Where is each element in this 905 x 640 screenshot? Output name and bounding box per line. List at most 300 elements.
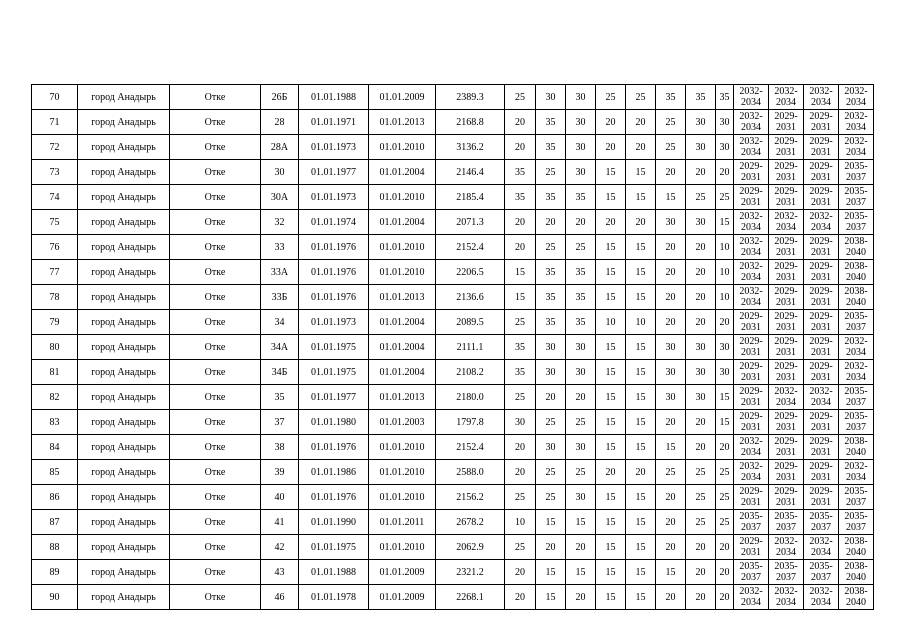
table-cell: 15 bbox=[596, 410, 626, 435]
table-cell: 30 bbox=[716, 335, 734, 360]
table-cell: 20 bbox=[626, 135, 656, 160]
table-cell: город Анадырь bbox=[78, 310, 170, 335]
table-cell: 2032- 2034 bbox=[769, 85, 804, 110]
table-cell: 2029- 2031 bbox=[804, 410, 839, 435]
table-cell: 2032- 2034 bbox=[734, 135, 769, 160]
table-cell: 2089.5 bbox=[436, 310, 505, 335]
table-cell: 2389.3 bbox=[436, 85, 505, 110]
table-cell: 2029- 2031 bbox=[769, 260, 804, 285]
table-cell: 2029- 2031 bbox=[769, 360, 804, 385]
table-cell: 15 bbox=[656, 185, 686, 210]
table-cell: 20 bbox=[626, 460, 656, 485]
table-cell: 15 bbox=[626, 560, 656, 585]
table-cell: 15 bbox=[716, 410, 734, 435]
table-cell: 01.01.1973 bbox=[299, 310, 369, 335]
table-cell: 15 bbox=[596, 285, 626, 310]
table-cell: 2032- 2034 bbox=[804, 585, 839, 610]
table-cell: 35 bbox=[505, 335, 536, 360]
table-cell: Отке bbox=[170, 110, 261, 135]
table-row bbox=[32, 285, 874, 310]
table-cell: город Анадырь bbox=[78, 160, 170, 185]
table-cell: 2032- 2034 bbox=[804, 535, 839, 560]
table-cell: 2029- 2031 bbox=[804, 485, 839, 510]
table-cell: Отке bbox=[170, 260, 261, 285]
table-cell: 30 bbox=[686, 360, 716, 385]
table-cell: 30 bbox=[261, 160, 299, 185]
table-cell: 15 bbox=[596, 335, 626, 360]
table-row bbox=[32, 110, 874, 135]
table-cell: 25 bbox=[505, 485, 536, 510]
table-body bbox=[32, 85, 874, 610]
table-cell: 30 bbox=[656, 385, 686, 410]
table-cell: Отке bbox=[170, 185, 261, 210]
table-cell: 33Б bbox=[261, 285, 299, 310]
table-cell: 2032- 2034 bbox=[839, 110, 874, 135]
table-cell: 01.01.1976 bbox=[299, 485, 369, 510]
table-cell: Отке bbox=[170, 385, 261, 410]
table-cell: 2029- 2031 bbox=[804, 460, 839, 485]
table-cell: 20 bbox=[566, 210, 596, 235]
table-cell: 84 bbox=[32, 435, 78, 460]
table-cell: 2029- 2031 bbox=[734, 485, 769, 510]
table-cell: 20 bbox=[686, 535, 716, 560]
table-cell: 33А bbox=[261, 260, 299, 285]
table-row bbox=[32, 160, 874, 185]
table-cell: 20 bbox=[716, 585, 734, 610]
table-cell: 20 bbox=[596, 210, 626, 235]
table-cell: 20 bbox=[686, 410, 716, 435]
table-cell: 01.01.1976 bbox=[299, 260, 369, 285]
table-row bbox=[32, 585, 874, 610]
table-cell: город Анадырь bbox=[78, 135, 170, 160]
table-cell: 25 bbox=[566, 235, 596, 260]
table-cell: 2029- 2031 bbox=[734, 185, 769, 210]
table-cell: 2029- 2031 bbox=[804, 135, 839, 160]
table-cell: 34Б bbox=[261, 360, 299, 385]
table-cell: 15 bbox=[626, 285, 656, 310]
table-cell: Отке bbox=[170, 135, 261, 160]
table-cell: 30 bbox=[566, 360, 596, 385]
table-cell: 01.01.1975 bbox=[299, 335, 369, 360]
table-cell: 25 bbox=[716, 460, 734, 485]
table-cell: 20 bbox=[716, 560, 734, 585]
table-cell: Отке bbox=[170, 160, 261, 185]
table-cell: 20 bbox=[716, 535, 734, 560]
table-cell: город Анадырь bbox=[78, 285, 170, 310]
table-cell: 2180.0 bbox=[436, 385, 505, 410]
table-cell: город Анадырь bbox=[78, 560, 170, 585]
table-cell: 15 bbox=[656, 435, 686, 460]
table-cell: 2156.2 bbox=[436, 485, 505, 510]
table-cell: 35 bbox=[536, 185, 566, 210]
table-cell: 82 bbox=[32, 385, 78, 410]
table-cell: 90 bbox=[32, 585, 78, 610]
table-cell: 78 bbox=[32, 285, 78, 310]
table-cell: 2032- 2034 bbox=[839, 335, 874, 360]
table-cell: 1797.8 bbox=[436, 410, 505, 435]
table-cell: 30 bbox=[536, 85, 566, 110]
table-cell: 30 bbox=[566, 435, 596, 460]
table-cell: 01.01.1973 bbox=[299, 135, 369, 160]
table-cell: 2152.4 bbox=[436, 435, 505, 460]
table-cell: 30 bbox=[536, 335, 566, 360]
table-cell: 25 bbox=[686, 485, 716, 510]
table-cell: 2029- 2031 bbox=[769, 435, 804, 460]
table-cell: 2029- 2031 bbox=[734, 335, 769, 360]
table-cell: 30 bbox=[536, 435, 566, 460]
table-cell: 01.01.1990 bbox=[299, 510, 369, 535]
table-cell: Отке bbox=[170, 210, 261, 235]
table-cell: 25 bbox=[626, 85, 656, 110]
table-cell: 01.01.2004 bbox=[369, 210, 436, 235]
table-cell: 2206.5 bbox=[436, 260, 505, 285]
table-cell: Отке bbox=[170, 410, 261, 435]
table-cell: 15 bbox=[716, 385, 734, 410]
table-cell: 20 bbox=[505, 210, 536, 235]
table-cell: 85 bbox=[32, 460, 78, 485]
table-cell: 2062.9 bbox=[436, 535, 505, 560]
table-cell: 2032- 2034 bbox=[804, 210, 839, 235]
table-cell: 30 bbox=[716, 135, 734, 160]
table-cell: 25 bbox=[656, 110, 686, 135]
table-cell: 15 bbox=[626, 435, 656, 460]
table-cell: 2032- 2034 bbox=[804, 385, 839, 410]
table-cell: 2035- 2037 bbox=[839, 385, 874, 410]
table-cell: 30 bbox=[686, 210, 716, 235]
table-row bbox=[32, 210, 874, 235]
table-cell: 25 bbox=[536, 460, 566, 485]
table-cell: Отке bbox=[170, 335, 261, 360]
table-cell: 2168.8 bbox=[436, 110, 505, 135]
table-cell: 01.01.1975 bbox=[299, 535, 369, 560]
table-cell: 2029- 2031 bbox=[769, 460, 804, 485]
table-cell: 01.01.1976 bbox=[299, 435, 369, 460]
table-cell: 35 bbox=[716, 85, 734, 110]
table-cell: Отке bbox=[170, 510, 261, 535]
table-cell: 15 bbox=[536, 510, 566, 535]
table-cell: 01.01.2004 bbox=[369, 360, 436, 385]
table-cell: 2029- 2031 bbox=[769, 285, 804, 310]
table-cell: 01.01.2010 bbox=[369, 460, 436, 485]
table-cell: 2035- 2037 bbox=[839, 160, 874, 185]
table-cell: 2032- 2034 bbox=[804, 85, 839, 110]
table-cell: 15 bbox=[596, 160, 626, 185]
table-cell: 01.01.2010 bbox=[369, 235, 436, 260]
table-cell: Отке bbox=[170, 310, 261, 335]
table-cell: 35 bbox=[536, 135, 566, 160]
table-cell: 10 bbox=[505, 510, 536, 535]
table-cell: 2588.0 bbox=[436, 460, 505, 485]
table-cell: 10 bbox=[716, 235, 734, 260]
table-cell: 20 bbox=[656, 510, 686, 535]
table-cell: 2038- 2040 bbox=[839, 535, 874, 560]
table-cell: 88 bbox=[32, 535, 78, 560]
table-cell: 2035- 2037 bbox=[769, 560, 804, 585]
table-cell: 15 bbox=[536, 585, 566, 610]
table-cell: 01.01.1986 bbox=[299, 460, 369, 485]
table-cell: 15 bbox=[626, 160, 656, 185]
table-cell: 01.01.2010 bbox=[369, 485, 436, 510]
table-cell: 25 bbox=[656, 135, 686, 160]
table-cell: 20 bbox=[656, 410, 686, 435]
table-cell: 01.01.1974 bbox=[299, 210, 369, 235]
table-cell: 41 bbox=[261, 510, 299, 535]
table-cell: 2029- 2031 bbox=[804, 285, 839, 310]
table-cell: 2035- 2037 bbox=[839, 410, 874, 435]
table-cell: 42 bbox=[261, 535, 299, 560]
table-cell: 25 bbox=[536, 160, 566, 185]
table-cell: 40 bbox=[261, 485, 299, 510]
table-cell: 2032- 2034 bbox=[839, 85, 874, 110]
table-cell: 72 bbox=[32, 135, 78, 160]
table-cell: 15 bbox=[505, 260, 536, 285]
table-cell: 01.01.2013 bbox=[369, 110, 436, 135]
table-cell: 35 bbox=[505, 360, 536, 385]
table-cell: 15 bbox=[626, 360, 656, 385]
table-cell: 2185.4 bbox=[436, 185, 505, 210]
table-cell: 2029- 2031 bbox=[734, 385, 769, 410]
table-cell: 37 bbox=[261, 410, 299, 435]
table-cell: 2035- 2037 bbox=[804, 510, 839, 535]
table-cell: 15 bbox=[626, 260, 656, 285]
table-cell: 39 bbox=[261, 460, 299, 485]
table-cell: 20 bbox=[656, 285, 686, 310]
table-cell: 01.01.2010 bbox=[369, 135, 436, 160]
table-row bbox=[32, 260, 874, 285]
table-cell: город Анадырь bbox=[78, 360, 170, 385]
table-cell: 20 bbox=[716, 435, 734, 460]
table-cell: 15 bbox=[596, 535, 626, 560]
table-cell: Отке bbox=[170, 585, 261, 610]
table-cell: 20 bbox=[596, 110, 626, 135]
table-row bbox=[32, 435, 874, 460]
table-cell: 20 bbox=[686, 260, 716, 285]
table-cell: 2029- 2031 bbox=[769, 160, 804, 185]
table-cell: 30 bbox=[566, 85, 596, 110]
table-row bbox=[32, 185, 874, 210]
table-cell: 2038- 2040 bbox=[839, 285, 874, 310]
table-cell: 20 bbox=[656, 260, 686, 285]
table-cell: 30 bbox=[686, 335, 716, 360]
table-cell: 15 bbox=[566, 560, 596, 585]
table-cell: 20 bbox=[626, 110, 656, 135]
table-cell: город Анадырь bbox=[78, 185, 170, 210]
table-cell: 25 bbox=[716, 510, 734, 535]
table-cell: 2029- 2031 bbox=[769, 410, 804, 435]
table-cell: 01.01.1977 bbox=[299, 160, 369, 185]
table-cell: 20 bbox=[505, 235, 536, 260]
table-cell: 83 bbox=[32, 410, 78, 435]
table-cell: 2035- 2037 bbox=[804, 560, 839, 585]
table-cell: 15 bbox=[626, 385, 656, 410]
table-cell: 20 bbox=[505, 435, 536, 460]
table-cell: 15 bbox=[626, 235, 656, 260]
table-cell: 01.01.2011 bbox=[369, 510, 436, 535]
table-cell: 10 bbox=[716, 285, 734, 310]
table-cell: 20 bbox=[686, 560, 716, 585]
table-cell: 2035- 2037 bbox=[839, 510, 874, 535]
table-cell: Отке bbox=[170, 85, 261, 110]
table-cell: 35 bbox=[566, 185, 596, 210]
table-cell: 2678.2 bbox=[436, 510, 505, 535]
table-cell: 86 bbox=[32, 485, 78, 510]
table-row bbox=[32, 560, 874, 585]
table-cell: 15 bbox=[536, 560, 566, 585]
table-row bbox=[32, 460, 874, 485]
table-cell: 15 bbox=[716, 210, 734, 235]
table-cell: 35 bbox=[505, 160, 536, 185]
table-cell: 2038- 2040 bbox=[839, 435, 874, 460]
table-cell: 2029- 2031 bbox=[734, 410, 769, 435]
table-cell: 25 bbox=[716, 185, 734, 210]
table-cell: 20 bbox=[505, 135, 536, 160]
table-cell: 30 bbox=[656, 360, 686, 385]
table-cell: 2032- 2034 bbox=[769, 585, 804, 610]
table-cell: 25 bbox=[566, 410, 596, 435]
table-cell: Отке bbox=[170, 535, 261, 560]
table-cell: 20 bbox=[686, 585, 716, 610]
table-cell: 2032- 2034 bbox=[769, 210, 804, 235]
table-cell: 43 bbox=[261, 560, 299, 585]
table-cell: город Анадырь bbox=[78, 485, 170, 510]
table-cell: 35 bbox=[536, 110, 566, 135]
table-cell: 25 bbox=[505, 535, 536, 560]
table-cell: 25 bbox=[536, 410, 566, 435]
table-cell: 01.01.2009 bbox=[369, 560, 436, 585]
table-cell: 2032- 2034 bbox=[734, 235, 769, 260]
table-cell: 01.01.2010 bbox=[369, 260, 436, 285]
table-cell: 01.01.2010 bbox=[369, 435, 436, 460]
table-cell: 35 bbox=[536, 260, 566, 285]
table-cell: 15 bbox=[566, 510, 596, 535]
table-row bbox=[32, 510, 874, 535]
table-cell: город Анадырь bbox=[78, 410, 170, 435]
table-cell: 71 bbox=[32, 110, 78, 135]
table-cell: 20 bbox=[716, 310, 734, 335]
table-cell: 15 bbox=[626, 485, 656, 510]
table-cell: 2029- 2031 bbox=[769, 485, 804, 510]
table-cell: 30 bbox=[716, 360, 734, 385]
table-row bbox=[32, 235, 874, 260]
table-cell: 20 bbox=[505, 460, 536, 485]
table-cell: 2321.2 bbox=[436, 560, 505, 585]
table-cell: 35 bbox=[536, 310, 566, 335]
table-cell: 2035- 2037 bbox=[769, 510, 804, 535]
table-cell: 2152.4 bbox=[436, 235, 505, 260]
table-cell: 2029- 2031 bbox=[734, 160, 769, 185]
table-cell: 30 bbox=[566, 160, 596, 185]
table-cell: 2029- 2031 bbox=[804, 260, 839, 285]
table-cell: 26Б bbox=[261, 85, 299, 110]
table-cell: 20 bbox=[536, 535, 566, 560]
table-cell: 01.01.2009 bbox=[369, 585, 436, 610]
table-cell: 25 bbox=[686, 460, 716, 485]
table-cell: 20 bbox=[716, 160, 734, 185]
table-row bbox=[32, 385, 874, 410]
table-cell: 2029- 2031 bbox=[769, 235, 804, 260]
table-cell: 01.01.2010 bbox=[369, 535, 436, 560]
table-cell: 15 bbox=[626, 535, 656, 560]
table-cell: 20 bbox=[686, 435, 716, 460]
table-cell: 01.01.1988 bbox=[299, 85, 369, 110]
table-cell: 25 bbox=[536, 485, 566, 510]
table-cell: 2108.2 bbox=[436, 360, 505, 385]
table-cell: 2032- 2034 bbox=[769, 385, 804, 410]
table-cell: 73 bbox=[32, 160, 78, 185]
table-cell: 35 bbox=[656, 85, 686, 110]
table-cell: Отке bbox=[170, 360, 261, 385]
table-cell: 30 bbox=[656, 210, 686, 235]
table-cell: 2038- 2040 bbox=[839, 585, 874, 610]
table-cell: 2032- 2034 bbox=[839, 360, 874, 385]
table-cell: 10 bbox=[626, 310, 656, 335]
table-cell: 30 bbox=[566, 135, 596, 160]
table-row bbox=[32, 535, 874, 560]
table-cell: 01.01.2004 bbox=[369, 335, 436, 360]
table-cell: 2029- 2031 bbox=[734, 360, 769, 385]
table-cell: 30 bbox=[656, 335, 686, 360]
table-row bbox=[32, 310, 874, 335]
table-cell: 20 bbox=[505, 110, 536, 135]
table-cell: город Анадырь bbox=[78, 510, 170, 535]
table-cell: 35 bbox=[505, 185, 536, 210]
table-cell: 20 bbox=[596, 460, 626, 485]
table-cell: 2032- 2034 bbox=[734, 210, 769, 235]
table-cell: 01.01.1980 bbox=[299, 410, 369, 435]
table-cell: 35 bbox=[261, 385, 299, 410]
table-cell: 20 bbox=[536, 210, 566, 235]
table-cell: 28А bbox=[261, 135, 299, 160]
table-cell: 70 bbox=[32, 85, 78, 110]
table-cell: 2029- 2031 bbox=[804, 360, 839, 385]
table-cell: 15 bbox=[596, 585, 626, 610]
table-cell: 2029- 2031 bbox=[769, 135, 804, 160]
housing-repair-table bbox=[31, 84, 874, 610]
table-cell: 38 bbox=[261, 435, 299, 460]
table-cell: 15 bbox=[626, 410, 656, 435]
table-cell: 25 bbox=[656, 460, 686, 485]
table-cell: 30 bbox=[566, 110, 596, 135]
table-cell: 15 bbox=[626, 585, 656, 610]
table-cell: город Анадырь bbox=[78, 585, 170, 610]
table-cell: 2029- 2031 bbox=[804, 110, 839, 135]
table-cell: 2038- 2040 bbox=[839, 260, 874, 285]
table-cell: 2032- 2034 bbox=[734, 85, 769, 110]
table-cell: 20 bbox=[686, 310, 716, 335]
table-cell: 2032- 2034 bbox=[734, 435, 769, 460]
table-cell: город Анадырь bbox=[78, 385, 170, 410]
table-cell: 2111.1 bbox=[436, 335, 505, 360]
table-cell: Отке bbox=[170, 460, 261, 485]
table-cell: 20 bbox=[596, 135, 626, 160]
table-cell: город Анадырь bbox=[78, 460, 170, 485]
table-cell: 01.01.2013 bbox=[369, 385, 436, 410]
table-cell: 01.01.1971 bbox=[299, 110, 369, 135]
table-cell: 01.01.1976 bbox=[299, 285, 369, 310]
table-cell: 30 bbox=[686, 110, 716, 135]
table-cell: 25 bbox=[566, 460, 596, 485]
table-row bbox=[32, 485, 874, 510]
table-cell: 2032- 2034 bbox=[734, 460, 769, 485]
table-cell: 25 bbox=[536, 235, 566, 260]
table-cell: 25 bbox=[686, 510, 716, 535]
table-cell: 20 bbox=[566, 385, 596, 410]
table-cell: 15 bbox=[626, 510, 656, 535]
table-cell: 20 bbox=[656, 310, 686, 335]
table-cell: 25 bbox=[596, 85, 626, 110]
table-cell: 30 bbox=[716, 110, 734, 135]
table-cell: 2146.4 bbox=[436, 160, 505, 185]
